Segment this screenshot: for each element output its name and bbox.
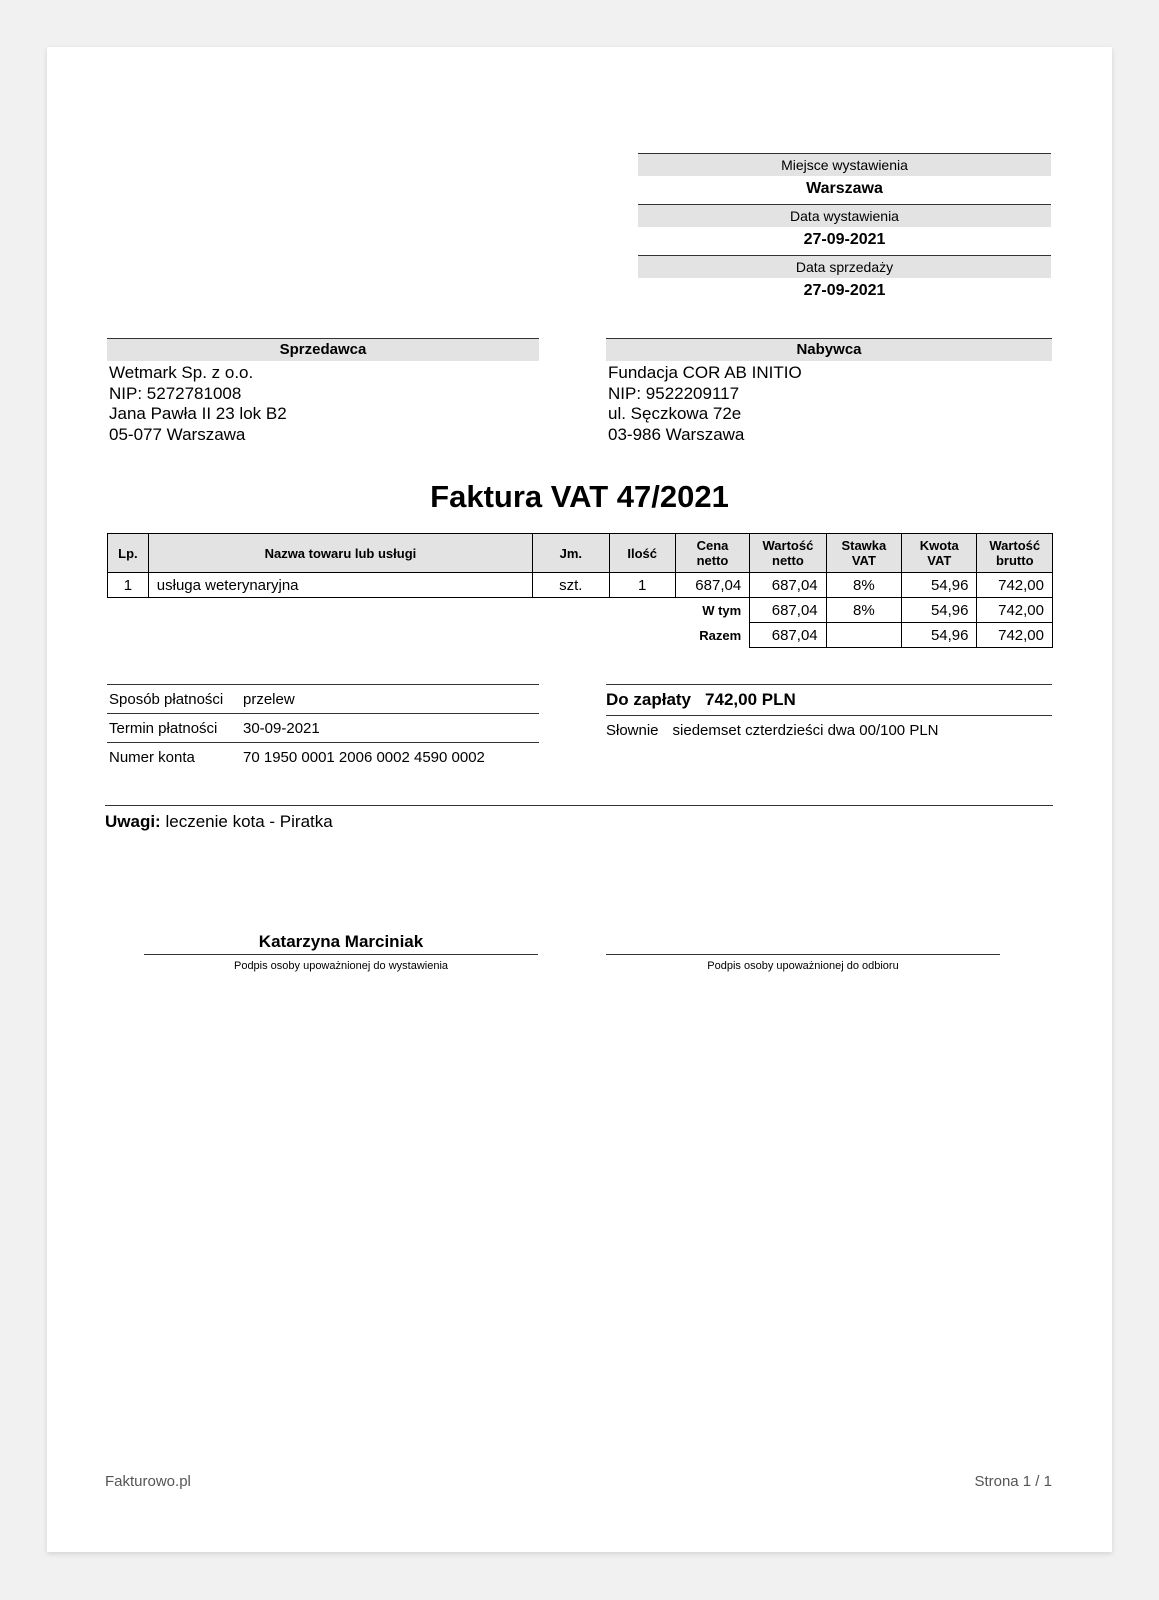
col-name: Nazwa towaru lub usługi	[148, 534, 532, 573]
table-row	[108, 573, 1053, 598]
row-name: usługa weterynaryjna	[148, 573, 532, 598]
col-rate: Stawka VAT	[826, 534, 901, 573]
col-price: Cena netto	[675, 534, 749, 573]
receiver-signature	[606, 929, 1000, 972]
amount-words-row	[606, 716, 1052, 744]
subtotal-vat: 54,96	[902, 598, 977, 623]
buyer-heading: Nabywca	[606, 338, 1052, 361]
row-price: 687,04	[675, 573, 749, 598]
row-qty: 1	[609, 573, 675, 598]
total-gross: 742,00	[977, 623, 1053, 648]
row-rate: 8%	[826, 573, 901, 598]
seller-heading: Sprzedawca	[107, 338, 539, 361]
buyer-name: Fundacja COR AB INITIO	[608, 363, 802, 382]
row-lp: 1	[108, 573, 149, 598]
total-vat: 54,96	[902, 623, 977, 648]
payment-term-value: 30-09-2021	[243, 719, 320, 737]
issuer-name: Katarzyna Marciniak	[258, 932, 424, 951]
amount-words-label: Słownie	[606, 721, 659, 739]
payment-method-value: przelew	[243, 690, 295, 708]
subtotal-row	[108, 598, 1053, 623]
account-label: Numer konta	[109, 748, 195, 766]
invoice-title: Faktura VAT 47/2021	[430, 479, 729, 514]
account-row	[107, 742, 539, 771]
row-net: 687,04	[750, 573, 826, 598]
seller-street: Jana Pawła II 23 lok B2	[109, 404, 287, 423]
buyer-street: ul. Sęczkowa 72e	[608, 404, 742, 423]
col-unit: Jm.	[533, 534, 609, 573]
amount-due-value: 742,00 PLN	[705, 690, 796, 709]
total-net: 687,04	[750, 623, 826, 648]
payment-method-row	[107, 684, 539, 713]
issuer-caption: Podpis osoby upoważnionej do wystawienia	[233, 960, 449, 972]
buyer-details	[606, 361, 1052, 445]
col-qty: Ilość	[609, 534, 675, 573]
notes-block	[105, 805, 1053, 832]
subtotal-net: 687,04	[750, 598, 826, 623]
amount-due-row	[606, 684, 1052, 716]
issue-date-label: Data wystawienia	[638, 204, 1051, 227]
col-gross: Wartość brutto	[977, 534, 1053, 573]
total-rate	[826, 623, 901, 648]
amount-due-label: Do zapłaty	[606, 690, 692, 709]
col-lp: Lp.	[108, 534, 149, 573]
seller-block	[107, 338, 539, 445]
issue-date-value: 27-09-2021	[803, 231, 886, 248]
buyer-nip: NIP: 9522209117	[608, 383, 740, 403]
notes-label: Uwagi:	[105, 812, 161, 831]
receiver-name	[606, 929, 1000, 954]
row-gross: 742,00	[977, 573, 1053, 598]
total-label: Razem	[699, 627, 742, 643]
col-net: Wartość netto	[750, 534, 826, 573]
items-table	[107, 533, 1053, 648]
seller-details	[107, 361, 539, 445]
total-row	[108, 623, 1053, 648]
amount-due-block	[606, 684, 1052, 744]
row-unit: szt.	[533, 573, 609, 598]
payment-method-label: Sposób płatności	[109, 690, 224, 708]
seller-nip: NIP: 5272781008	[109, 383, 242, 403]
footer-brand: Fakturowo.pl	[105, 1473, 191, 1490]
seller-name: Wetmark Sp. z o.o.	[109, 363, 254, 382]
place-value: Warszawa	[806, 180, 883, 197]
notes-text: leczenie kota - Piratka	[165, 812, 333, 831]
payment-block	[107, 684, 539, 771]
receiver-caption: Podpis osoby upoważnionej do odbioru	[707, 960, 899, 972]
seller-city: 05-077 Warszawa	[109, 424, 246, 444]
issuer-signature	[144, 929, 538, 972]
col-vat: Kwota VAT	[902, 534, 977, 573]
table-header-row	[108, 534, 1053, 573]
subtotal-gross: 742,00	[977, 598, 1053, 623]
place-label: Miejsce wystawienia	[638, 153, 1051, 176]
invoice-meta-box	[638, 153, 1051, 306]
payment-term-label: Termin płatności	[109, 719, 218, 737]
invoice-page	[47, 47, 1112, 1552]
subtotal-label: W tym	[702, 602, 742, 618]
payment-term-row	[107, 713, 539, 742]
amount-words-value: siedemset czterdzieści dwa 00/100 PLN	[672, 721, 939, 739]
sale-date-value: 27-09-2021	[803, 282, 886, 299]
buyer-block	[606, 338, 1052, 445]
account-value: 70 1950 0001 2006 0002 4590 0002	[243, 748, 485, 766]
subtotal-rate: 8%	[826, 598, 901, 623]
sale-date-label: Data sprzedaży	[638, 255, 1051, 278]
row-vat: 54,96	[902, 573, 977, 598]
footer-page-number: Strona 1 / 1	[974, 1473, 1052, 1490]
buyer-city: 03-986 Warszawa	[608, 424, 745, 444]
